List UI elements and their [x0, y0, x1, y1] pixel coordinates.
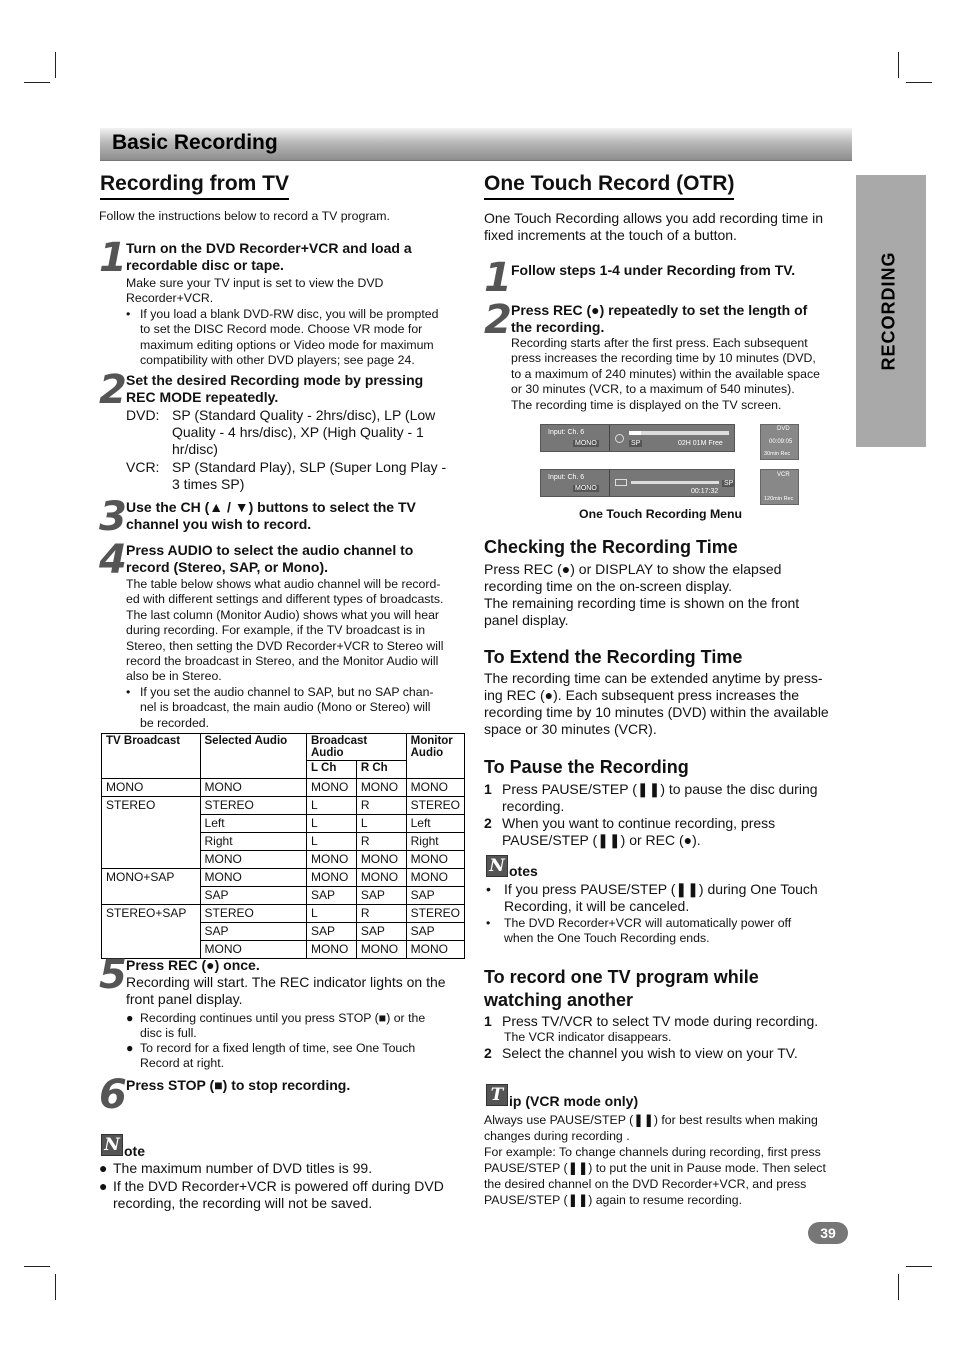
side-tab-label: RECORDING	[878, 251, 899, 371]
table-cell: MONO	[406, 869, 464, 887]
table-cell: Right	[406, 833, 464, 851]
step-number: 5	[99, 952, 127, 998]
table-cell: MONO	[356, 869, 406, 887]
step1-bullet: If you load a blank DVD-RW disc, you will be prompted to set the DISC Record mode. Choose VR mode for maximum editing options or Video mode for maximum compatibility with other DVD players; see page 24.	[140, 307, 439, 368]
watch-step: Press TV/VCR to select TV mode during recording.	[502, 1013, 819, 1029]
step4-body: The table below shows what audio channel will be record- ed with different settings and different types of broadcasts. The last column (Monitor Audio) shows what you will hear during recording. For example, if the TV broadcast is in Stereo, then setting the DVD Recorder+VCR to Stereo will record the broadcast in Stereo, and the Monitor Audio will also be in Stereo.	[126, 577, 444, 684]
dvd-mode-label: DVD:	[126, 407, 160, 423]
checking-body: Press REC (●) or DISPLAY to show the elapsed recording time on the on-screen display. The remaining recording time is shown on the front panel display.	[484, 561, 800, 628]
watch-step: Select the channel you wish to view on your TV.	[502, 1045, 798, 1061]
table-cell: STEREO	[200, 905, 306, 923]
table-header: Monitor Audio	[406, 734, 464, 779]
table-header: Broadcast Audio	[307, 734, 407, 761]
table-row	[102, 869, 465, 887]
tip-title: ip (VCR mode only)	[509, 1093, 639, 1109]
step6-heading: Press STOP (■) to stop recording.	[126, 1077, 351, 1093]
table-cell: L	[356, 815, 406, 833]
crop-mark	[906, 1266, 932, 1267]
table-cell: Right	[200, 833, 306, 851]
table-cell: MONO	[102, 779, 201, 797]
notes-bullet: If you press PAUSE/STEP (❚❚) during One Touch Recording, it will be canceled.	[504, 881, 818, 914]
otr-step1-heading: Follow steps 1-4 under Recording from TV.	[511, 262, 796, 278]
step-number: 1	[484, 255, 512, 301]
dvd-osd-bar: Input: Ch. 6 MONO SP 02H 01M Free	[540, 424, 735, 452]
list-number: 1	[484, 1013, 492, 1029]
table-cell: STEREO	[102, 797, 201, 869]
pause-step: When you want to continue recording, press PAUSE/STEP (❚❚) or REC (●).	[502, 815, 776, 848]
table-header: TV Broadcast	[102, 734, 201, 779]
table-cell: R	[356, 833, 406, 851]
table-cell: L	[307, 815, 357, 833]
bullet-dot: •	[486, 916, 491, 930]
table-cell: L	[307, 797, 357, 815]
otr-step2-body: Recording starts after the first press. Each subsequent press increases the recording time by 10 minutes (DVD, to a maximum of 240 minutes) within the available space or 30 minutes (VCR, to a maximum of 540 minutes). The recording time is displayed on the TV screen.	[511, 336, 820, 412]
note-bullet: If the DVD Recorder+VCR is powered off during DVD recording, the recording will not be saved.	[113, 1178, 444, 1211]
watch-substep: The VCR indicator disappears.	[504, 1030, 672, 1044]
table-cell: SAP	[200, 923, 306, 941]
otr-step2-heading: Press REC (●) repeatedly to set the length of the recording.	[511, 302, 808, 335]
bullet-dot: ●	[126, 1041, 134, 1055]
table-cell: MONO	[200, 941, 306, 959]
bullet-dot: •	[486, 881, 491, 897]
table-header: R Ch	[356, 761, 406, 779]
table-row	[102, 797, 465, 815]
table-cell: MONO	[356, 779, 406, 797]
step5-bullet: Recording continues until you press STOP (■) or the disc is full.	[140, 1011, 426, 1041]
chapter-side-tab	[856, 175, 926, 447]
table-cell: MONO	[200, 851, 306, 869]
table-cell: MONO	[200, 779, 306, 797]
vcr-osd-indicator: VCR 120min Rec	[760, 469, 799, 505]
step3-heading: Use the CH (▲ / ▼) buttons to select the TV channel you wish to record.	[126, 499, 416, 532]
table-cell: R	[356, 797, 406, 815]
table-cell: MONO+SAP	[102, 869, 201, 905]
dvd-osd-indicator: DVD 00:09:05 30min Rec	[760, 424, 799, 460]
table-cell: MONO	[356, 941, 406, 959]
right-section-title: One Touch Record (OTR)	[484, 172, 734, 200]
table-cell: Left	[406, 815, 464, 833]
step1-body: Make sure your TV input is set to view the DVD Recorder+VCR.	[126, 276, 384, 306]
step2-heading: Set the desired Recording mode by pressing REC MODE repeatedly.	[126, 372, 424, 405]
table-cell: MONO	[356, 851, 406, 869]
table-header: L Ch	[307, 761, 357, 779]
bullet-dot: ●	[126, 1011, 134, 1025]
table-cell: SAP	[307, 887, 357, 905]
pause-step: Press PAUSE/STEP (❚❚) to pause the disc during recording.	[502, 781, 818, 814]
step5-heading: Press REC (●) once.	[126, 957, 260, 973]
table-cell: SAP	[406, 923, 464, 941]
osd-caption: One Touch Recording Menu	[579, 507, 743, 521]
table-cell: STEREO	[406, 797, 464, 815]
crop-mark	[55, 52, 56, 78]
pause-title: To Pause the Recording	[484, 757, 689, 777]
table-cell: MONO	[307, 869, 357, 887]
extend-title: To Extend the Recording Time	[484, 647, 743, 667]
note-title: ote	[124, 1143, 145, 1159]
step-number: 1	[99, 235, 127, 281]
table-cell: Left	[200, 815, 306, 833]
table-cell: STEREO+SAP	[102, 905, 201, 959]
table-cell: MONO	[200, 869, 306, 887]
table-header: Selected Audio	[200, 734, 306, 779]
step4-bullet: If you set the audio channel to SAP, but no SAP chan- nel is broadcast, the main audio (Mono or Stereo) will be recorded.	[140, 685, 434, 730]
crop-mark	[898, 1274, 899, 1300]
watch-title: To record one TV program while watching another	[484, 967, 759, 1010]
crop-mark	[906, 82, 932, 83]
step-number: 2	[99, 367, 127, 413]
table-cell: MONO	[406, 779, 464, 797]
step1-heading: Turn on the DVD Recorder+VCR and load a recordable disc or tape.	[126, 240, 412, 273]
table-cell: L	[307, 833, 357, 851]
crop-mark	[24, 1266, 50, 1267]
table-cell: SAP	[356, 923, 406, 941]
checking-title: Checking the Recording Time	[484, 537, 738, 557]
table-cell: MONO	[307, 779, 357, 797]
table-cell: MONO	[406, 941, 464, 959]
step-number: 3	[99, 494, 127, 540]
list-number: 2	[484, 815, 492, 831]
vcr-mode-label: VCR:	[126, 459, 160, 475]
note-bullet: The maximum number of DVD titles is 99.	[113, 1160, 373, 1176]
table-row	[102, 779, 465, 797]
bullet-dot: •	[126, 685, 131, 699]
bullet-dot: ●	[99, 1178, 108, 1194]
table-cell: STEREO	[406, 905, 464, 923]
left-intro: Follow the instructions below to record a TV program.	[99, 209, 390, 223]
page-number: 39	[808, 1222, 848, 1244]
crop-mark	[898, 52, 899, 78]
step-number: 6	[99, 1072, 127, 1118]
tip-icon: T	[486, 1084, 508, 1106]
left-section-title: Recording from TV	[100, 172, 289, 200]
step-number: 4	[99, 537, 127, 583]
table-cell: L	[307, 905, 357, 923]
crop-mark	[55, 1274, 56, 1300]
table-cell: MONO	[307, 941, 357, 959]
banner-title: Basic Recording	[112, 131, 278, 154]
extend-body: The recording time can be extended anytime by press- ing REC (●). Each subsequent press increases the recording time by 10 minutes (DVD) within the available space or 30 minutes (VCR).	[484, 670, 829, 737]
list-number: 2	[484, 1045, 492, 1061]
note-icon: N	[486, 855, 508, 877]
bullet-dot: ●	[99, 1160, 108, 1176]
dvd-mode-text: SP (Standard Quality - 2hrs/disc), LP (Low Quality - 4 hrs/disc), XP (High Quality - 1 hr/disc)	[172, 407, 436, 457]
tip-body: Always use PAUSE/STEP (❚❚) for best results when making changes during recording . For example: To change channels during recording, first press PAUSE/STEP (❚❚) to put the unit in Pause mode. Then select the desired channel on the DVD Recorder+VCR, and press PAUSE/STEP (❚❚) again to resume recording.	[484, 1113, 826, 1207]
table-cell: SAP	[356, 887, 406, 905]
otr-intro: One Touch Recording allows you add recording time in fixed increments at the touch of a button.	[484, 210, 824, 243]
step5-bullet: To record for a fixed length of time, see One Touch Record at right.	[140, 1041, 416, 1071]
step-number: 2	[484, 297, 512, 343]
step5-body: Recording will start. The REC indicator lights on the front panel display.	[126, 974, 446, 1007]
notes-title: otes	[509, 863, 538, 879]
section-banner	[100, 128, 852, 161]
vcr-mode-text: SP (Standard Play), SLP (Super Long Play - 3 times SP)	[172, 459, 447, 492]
table-cell: MONO	[406, 851, 464, 869]
table-row	[102, 905, 465, 923]
table-cell: R	[356, 905, 406, 923]
table-cell: STEREO	[200, 797, 306, 815]
table-cell: SAP	[200, 887, 306, 905]
list-number: 1	[484, 781, 492, 797]
crop-mark	[24, 82, 50, 83]
bullet-dot: •	[126, 307, 131, 321]
table-cell: SAP	[406, 887, 464, 905]
table-cell: MONO	[307, 851, 357, 869]
step4-heading: Press AUDIO to select the audio channel to record (Stereo, SAP, or Mono).	[126, 542, 414, 575]
table-cell: SAP	[307, 923, 357, 941]
notes-bullet: The DVD Recorder+VCR will automatically power off when the One Touch Recording ends.	[504, 916, 792, 946]
audio-channel-table	[101, 733, 465, 959]
note-icon: N	[101, 1134, 123, 1156]
vcr-osd-bar: Input: Ch. 6 MONO SP 00:17:32	[540, 469, 735, 497]
